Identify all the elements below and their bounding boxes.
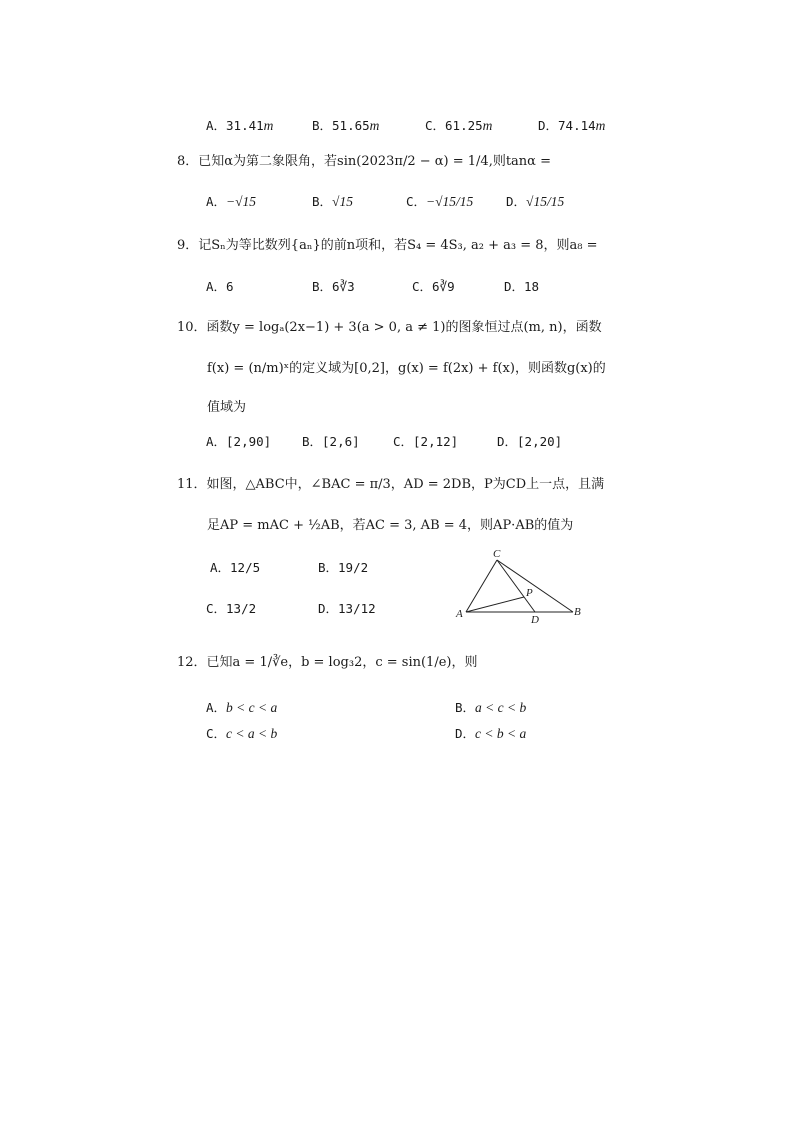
q10-stem-line1: 10．函数y = logₐ(2x−1) + 3(a > 0, a ≠ 1)的图象恒过点(m, n)，函数 xyxy=(177,320,602,335)
label-b: B xyxy=(574,606,581,618)
q10-option-d: D．[2,20] xyxy=(497,434,563,449)
segment-ap xyxy=(466,597,524,612)
q10-option-b: B．[2,6] xyxy=(302,434,360,449)
q8-option-b: B．√15 xyxy=(312,194,353,209)
label-c: C xyxy=(493,548,501,560)
q12-option-b: B．a < c < b xyxy=(455,700,527,715)
q12-stem: 12．已知a = 1/∛e，b = log₃2，c = sin(1/e)，则 xyxy=(177,655,478,670)
q9-option-a: A．6 xyxy=(206,279,234,294)
q9-option-b: B．6∛3 xyxy=(312,279,355,294)
q11-option-a: A．12/5 xyxy=(210,560,261,575)
q11-stem-line1: 11．如图，△ABC中，∠BAC = π/3，AD = 2DB，P为CD上一点，且满 xyxy=(177,477,605,492)
q11-option-c: C．13/2 xyxy=(206,601,257,616)
q10-option-c: C．[2,12] xyxy=(393,434,459,449)
segment-cb xyxy=(497,560,573,612)
q11-triangle-figure xyxy=(452,546,592,626)
q12-option-a: A．b < c < a xyxy=(206,700,278,715)
q9-option-c: C．6∛9 xyxy=(412,279,455,294)
segment-ac xyxy=(466,560,497,612)
q7-option-a: A．31.41m xyxy=(206,118,274,133)
q10-stem-line2: f(x) = (n/m)ˣ的定义域为[0,2]，g(x) = f(2x) + f(x)，则函数g(x)的 xyxy=(207,361,606,376)
q8-stem: 8．已知α为第二象限角，若sin(2023π/2 − α) = 1/4,则tanα = xyxy=(177,154,551,169)
q8-option-d: D．√15/15 xyxy=(506,194,565,209)
q11-stem-line2: 足AP = mAC + ½AB，若AC = 3, AB = 4，则AP·AB的值为 xyxy=(207,518,574,533)
q7-option-c: C．61.25m xyxy=(425,118,493,133)
q7-option-d: D．74.14m xyxy=(538,118,606,133)
q12-option-c: C．c < a < b xyxy=(206,726,278,741)
q8-option-a: A．−√15 xyxy=(206,194,257,209)
q10-stem-line3: 值域为 xyxy=(207,400,247,415)
q9-option-d: D．18 xyxy=(504,279,540,294)
q9-stem: 9．记Sₙ为等比数列{aₙ}的前n项和，若S₄ = 4S₃, a₂ + a₃ = 8，则a₈ = xyxy=(177,238,598,253)
q12-option-d: D．c < b < a xyxy=(455,726,527,741)
segment-cd xyxy=(497,560,535,612)
label-d: D xyxy=(531,614,539,626)
q10-option-a: A．[2,90] xyxy=(206,434,272,449)
q11-option-d: D．13/12 xyxy=(318,601,376,616)
q11-option-b: B．19/2 xyxy=(318,560,369,575)
q7-option-b: B．51.65m xyxy=(312,118,380,133)
label-a: A xyxy=(456,608,463,620)
q8-option-c: C．−√15/15 xyxy=(406,194,474,209)
label-p: P xyxy=(526,587,533,599)
